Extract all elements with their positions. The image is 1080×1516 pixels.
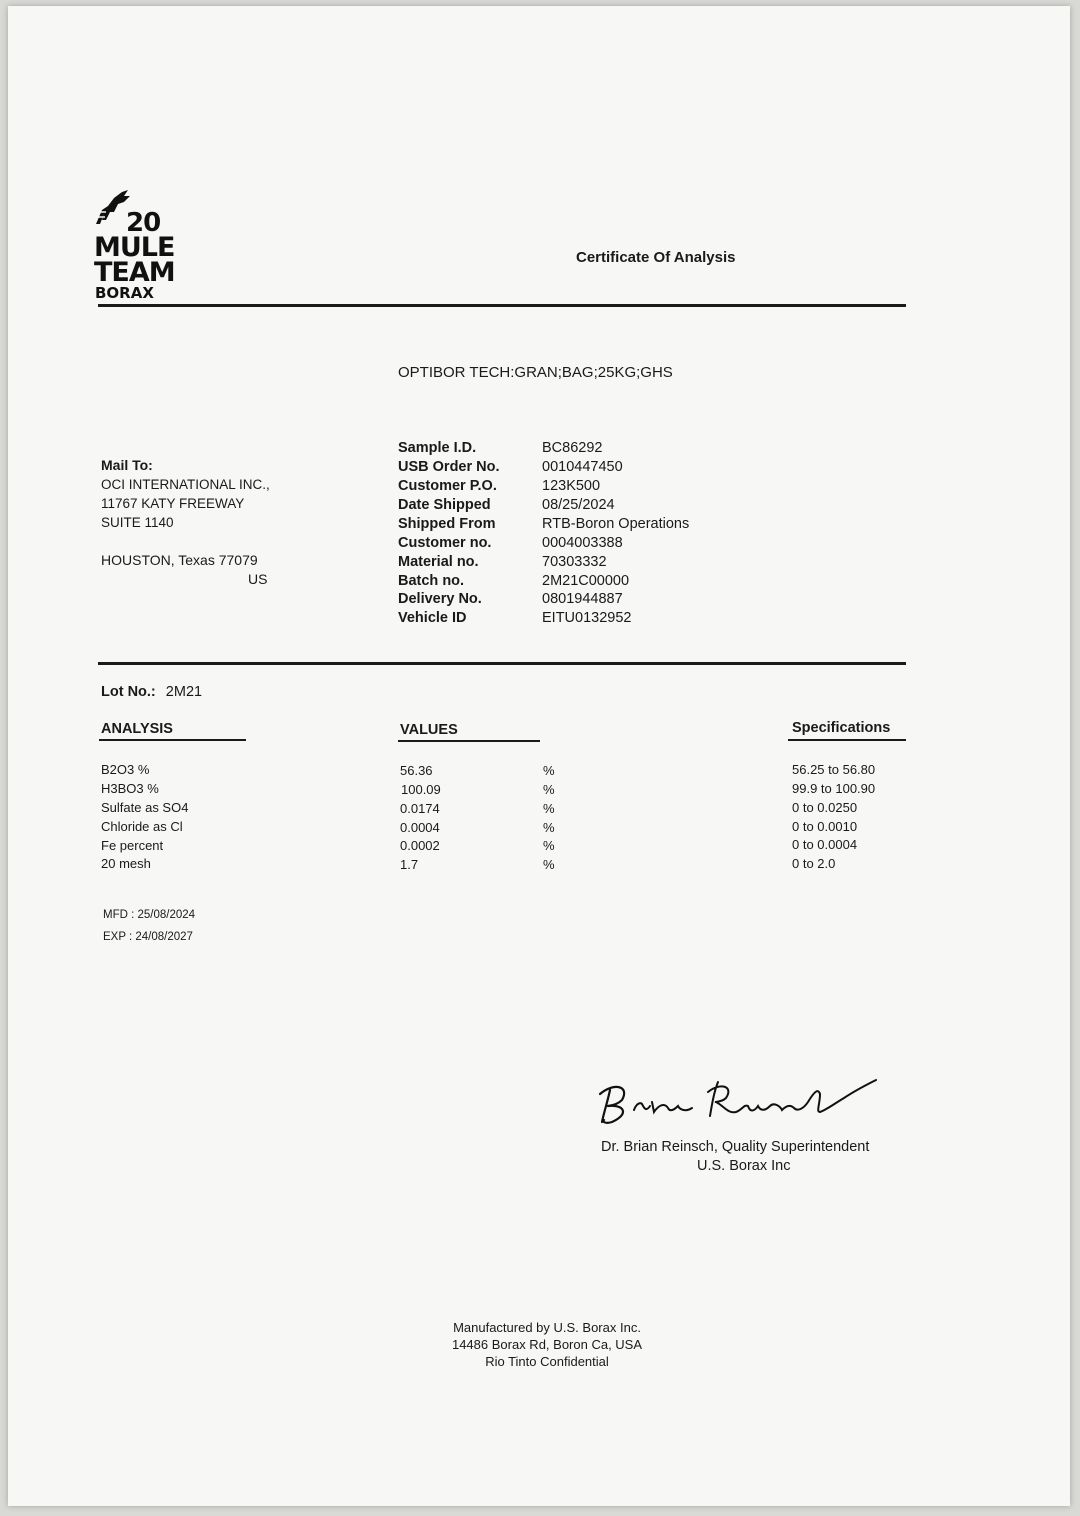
detail-value: 0801944887 xyxy=(542,591,623,607)
analysis-value: 0.0004 xyxy=(400,820,440,835)
detail-label: Customer no. xyxy=(398,535,492,551)
detail-label: Delivery No. xyxy=(398,591,482,607)
analysis-value: 0.0002 xyxy=(400,838,440,853)
detail-label: Vehicle ID xyxy=(398,610,467,626)
detail-value: 70303332 xyxy=(542,554,607,570)
analysis-unit: % xyxy=(543,820,555,835)
analysis-name: H3BO3 % xyxy=(101,781,159,796)
signer-company: U.S. Borax Inc xyxy=(697,1158,791,1174)
specifications-header-underline xyxy=(788,739,906,741)
detail-value: EITU0132952 xyxy=(542,610,632,626)
footer-line1: Manufactured by U.S. Borax Inc. xyxy=(453,1320,641,1335)
manufacture-date: MFD : 25/08/2024 xyxy=(103,909,196,921)
analysis-unit: % xyxy=(543,857,555,872)
mule-team-borax-logo xyxy=(94,190,174,302)
analysis-unit: % xyxy=(543,763,555,778)
detail-label: USB Order No. xyxy=(398,459,500,475)
detail-value: 08/25/2024 xyxy=(542,497,615,513)
mail-to-address1: 11767 KATY FREEWAY xyxy=(101,496,245,511)
logo-team: TEAM xyxy=(94,257,175,288)
analysis-name: 20 mesh xyxy=(101,856,151,871)
detail-label: Batch no. xyxy=(398,573,465,589)
analysis-name: Sulfate as SO4 xyxy=(101,800,189,815)
detail-label: Sample I.D. xyxy=(398,440,477,456)
analysis-value: 56.36 xyxy=(400,763,433,778)
analysis-header-underline xyxy=(99,739,246,741)
detail-value: RTB-Boron Operations xyxy=(542,516,690,532)
signer-name: Dr. Brian Reinsch, Quality Superintendent xyxy=(601,1139,870,1155)
mail-to-label: Mail To: xyxy=(101,457,153,473)
logo-mule: MULE xyxy=(94,232,175,263)
detail-value: 0010447450 xyxy=(542,459,623,475)
detail-value: 2M21C00000 xyxy=(542,573,630,589)
detail-value: BC86292 xyxy=(542,440,603,456)
footer-line2: 14486 Borax Rd, Boron Ca, USA xyxy=(451,1337,643,1352)
analysis-value: 100.09 xyxy=(401,782,441,797)
specifications-header: Specifications xyxy=(792,720,891,736)
analysis-header: ANALYSIS xyxy=(101,721,173,737)
analysis-spec: 99.9 to 100.90 xyxy=(792,781,876,796)
mail-to-city: HOUSTON, Texas 77079 xyxy=(101,552,258,568)
expiry-date: EXP : 24/08/2027 xyxy=(103,931,193,943)
document-title: Certificate Of Analysis xyxy=(576,249,736,266)
mail-to-company: OCI INTERNATIONAL INC., xyxy=(101,477,270,492)
analysis-name: B2O3 % xyxy=(101,762,150,777)
logo-borax: BORAX xyxy=(95,284,154,302)
analysis-unit: % xyxy=(543,838,555,853)
analysis-spec: 56.25 to 56.80 xyxy=(792,762,876,777)
analysis-spec: 0 to 0.0004 xyxy=(792,837,858,852)
analysis-spec: 0 to 2.0 xyxy=(792,856,836,871)
mail-to-country: US xyxy=(248,571,268,587)
analysis-unit: % xyxy=(543,801,555,816)
detail-value: 123K500 xyxy=(542,478,601,494)
detail-value: 0004003388 xyxy=(542,535,623,551)
details-divider xyxy=(98,662,906,665)
analysis-spec: 0 to 0.0250 xyxy=(792,800,858,815)
values-header: VALUES xyxy=(400,722,458,738)
analysis-name: Fe percent xyxy=(101,838,164,853)
analysis-spec: 0 to 0.0010 xyxy=(792,819,858,834)
values-header-underline xyxy=(398,740,540,742)
analysis-value: 1.7 xyxy=(400,857,419,872)
detail-label: Shipped From xyxy=(398,516,496,532)
analysis-value: 0.0174 xyxy=(400,801,440,816)
analysis-unit: % xyxy=(543,782,555,797)
detail-label: Customer P.O. xyxy=(398,478,497,494)
lot-number xyxy=(101,684,202,700)
logo-number: 20 xyxy=(126,208,161,238)
lot-label: Lot No.: xyxy=(101,684,156,700)
product-name: OPTIBOR TECH:GRAN;BAG;25KG;GHS xyxy=(398,364,673,381)
detail-label: Date Shipped xyxy=(398,497,491,513)
handwritten-signature xyxy=(594,1072,884,1132)
footer-line3: Rio Tinto Confidential xyxy=(485,1354,609,1369)
lot-value: 2M21 xyxy=(165,684,203,700)
header-divider xyxy=(98,304,906,307)
analysis-name: Chloride as Cl xyxy=(101,819,183,834)
mail-to-address2: SUITE 1140 xyxy=(101,515,174,530)
detail-label: Material no. xyxy=(398,554,479,570)
